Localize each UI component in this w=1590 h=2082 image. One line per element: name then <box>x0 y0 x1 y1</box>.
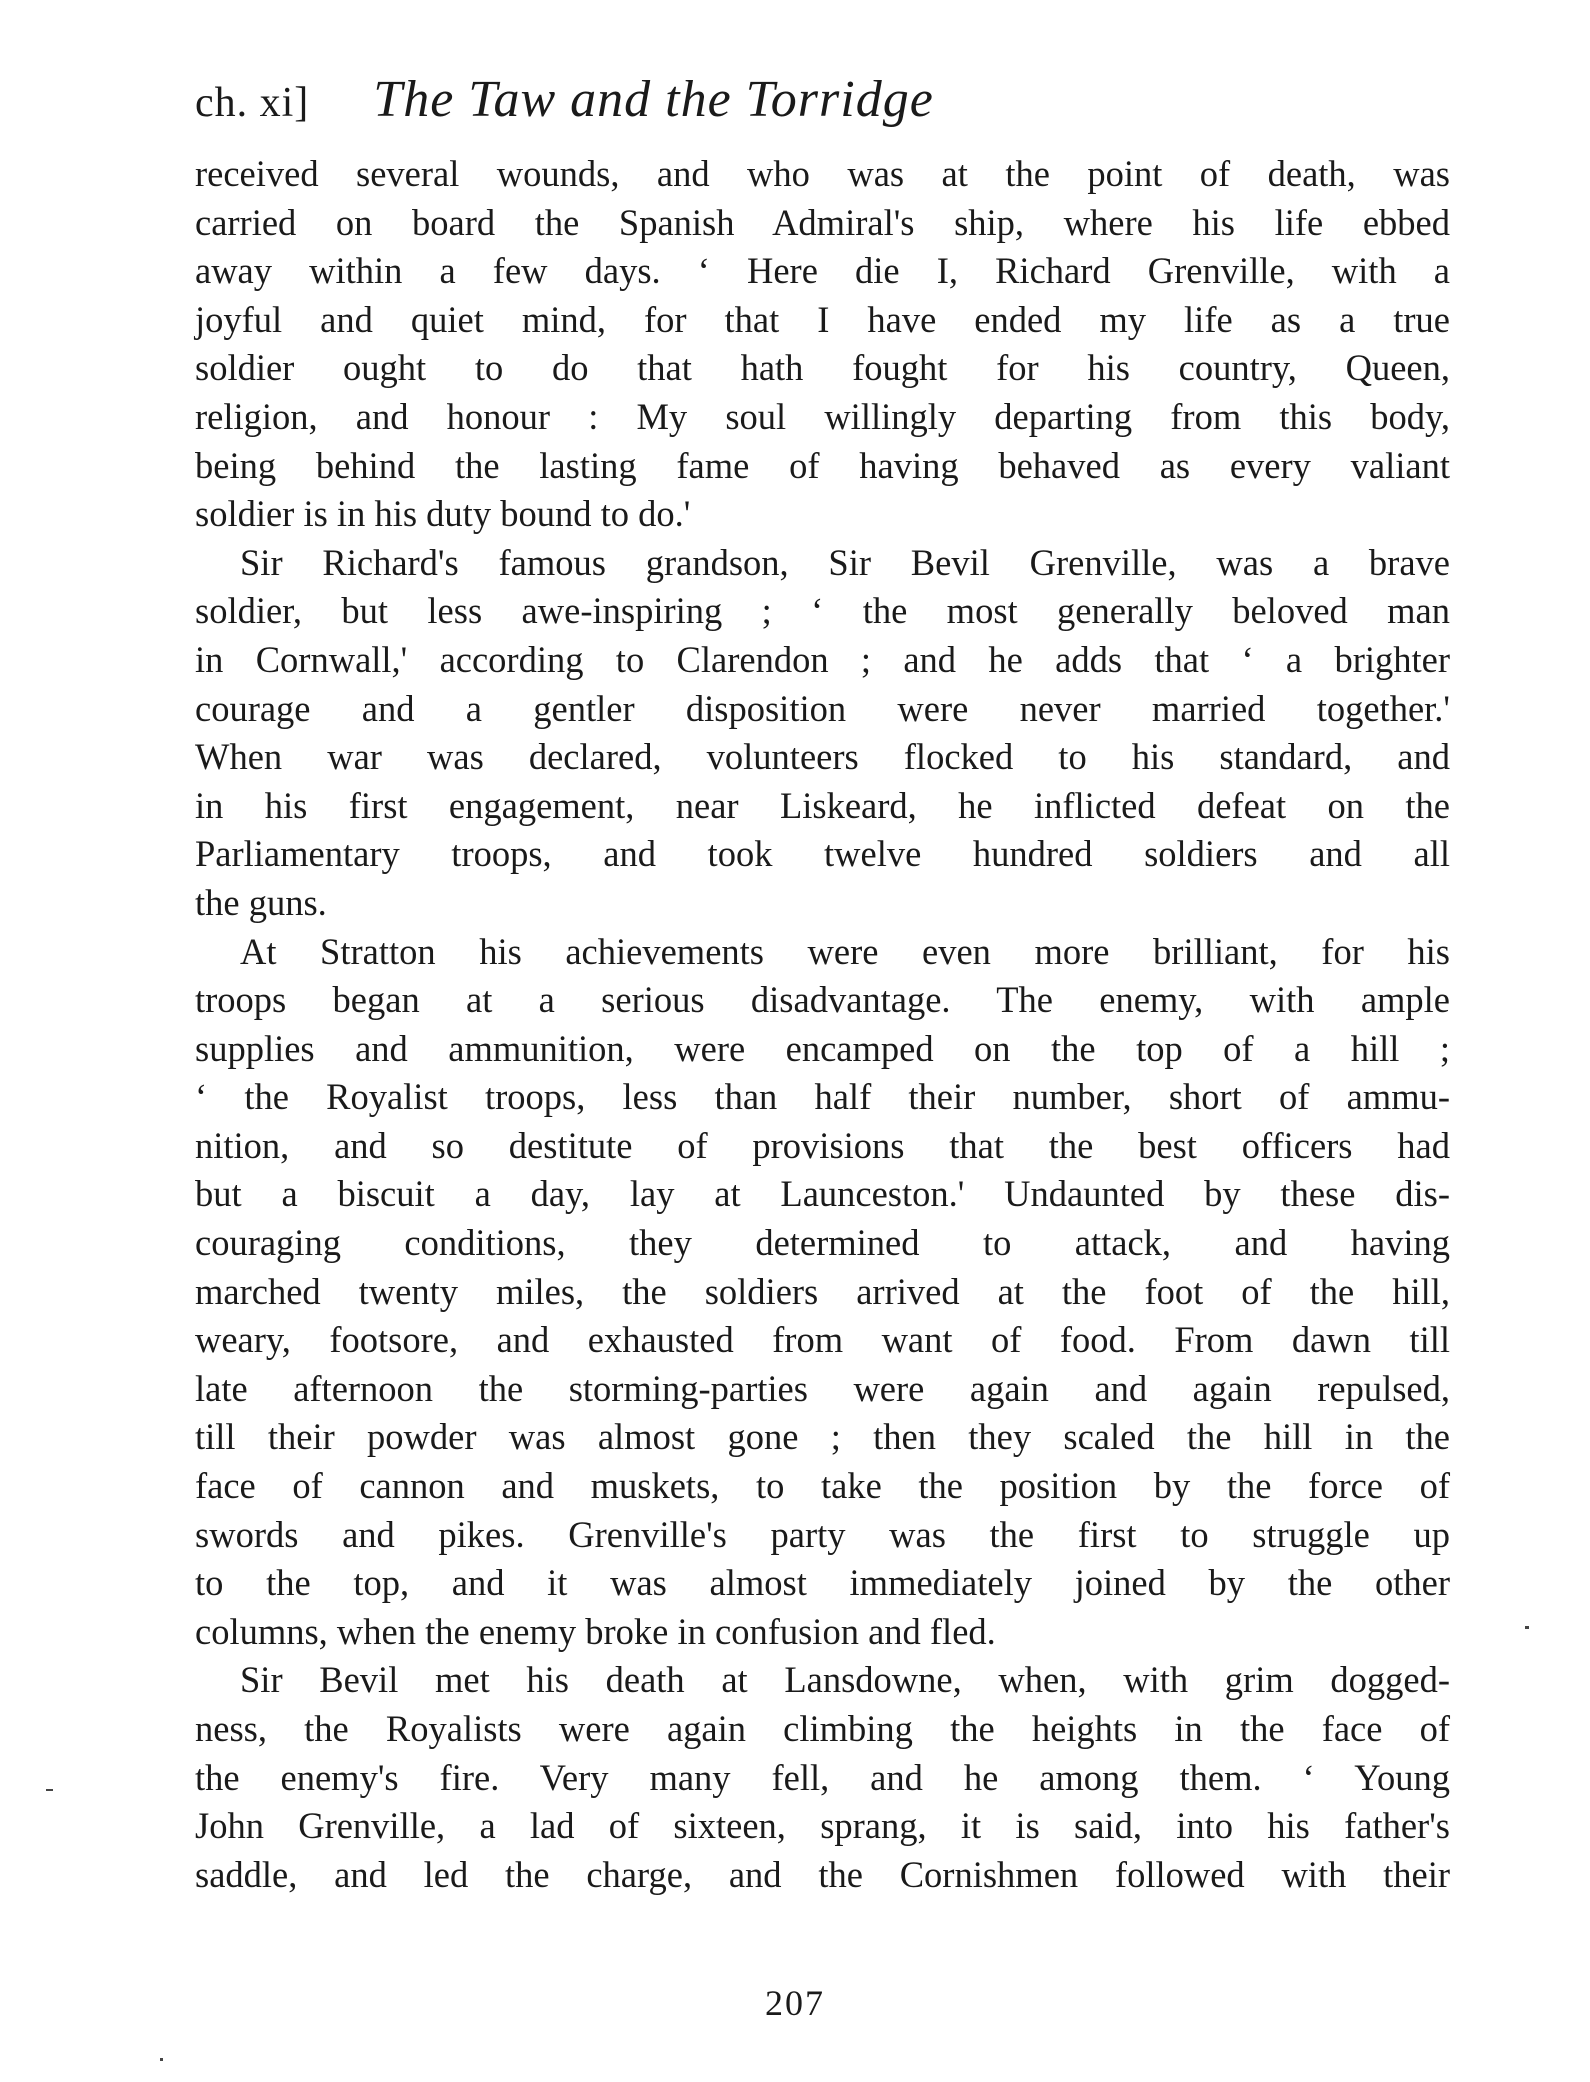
text-line: in Cornwall,' according to Clarendon ; and he adds that ‘ a brighter <box>195 638 1450 680</box>
text-line: late afternoon the storming-parties were again and again repulsed, <box>195 1367 1450 1409</box>
text-line: columns, when the enemy broke in confusion and fled. <box>195 1610 996 1652</box>
text-line: supplies and ammunition, were encamped on the top of a hill ; <box>195 1027 1450 1069</box>
text-line: being behind the lasting fame of having behaved as every valiant <box>195 444 1450 486</box>
text-line: ness, the Royalists were again climbing the heights in the face of <box>195 1708 1450 1749</box>
text-line: joyful and quiet mind, for that I have ended my life as a true <box>195 298 1450 340</box>
text-line: marched twenty miles, the soldiers arrived at the foot of the hill, <box>195 1270 1450 1312</box>
scan-speck <box>160 2058 163 2061</box>
running-head <box>195 70 1455 150</box>
text-line: troops began at a serious disadvantage. The enemy, with ample <box>195 979 1450 1021</box>
text-line: soldier is in his duty bound to do.' <box>195 493 691 535</box>
text-line: but a biscuit a day, lay at Launceston.' Undaunted by these dis- <box>195 1173 1450 1215</box>
scan-speck <box>46 1789 53 1791</box>
text-line: At Stratton his achievements were even more brilliant, for his <box>240 930 1450 972</box>
text-line: in his first engagement, near Liskeard, he inflicted defeat on the <box>195 784 1450 826</box>
text-line: face of cannon and muskets, to take the position by the force of <box>195 1465 1450 1507</box>
text-line: Parliamentary troops, and took twelve hundred soldiers and all <box>195 833 1450 875</box>
text-line: When war was declared, volunteers flocked to his standard, and <box>195 736 1450 778</box>
text-line: Sir Bevil met his death at Lansdowne, when, with grim dogged- <box>240 1659 1450 1701</box>
text-line: weary, footsore, and exhausted from want of food. From dawn till <box>195 1319 1450 1361</box>
text-line: till their powder was almost gone ; then they scaled the hill in the <box>195 1416 1450 1458</box>
text-line: ‘ the Royalist troops, less than half their number, short of ammu- <box>195 1076 1450 1118</box>
text-line: couraging conditions, they determined to attack, and having <box>195 1222 1450 1264</box>
page-number: 207 <box>765 1983 825 2023</box>
text-line: Sir Richard's famous grandson, Sir Bevil Grenville, was a brave <box>240 541 1450 583</box>
scan-speck <box>1525 1626 1529 1629</box>
text-line: received several wounds, and who was at the point of death, was <box>195 153 1450 194</box>
text-line: away within a few days. ‘ Here die I, Richard Grenville, with a <box>195 250 1450 292</box>
text-line: the enemy's fire. Very many fell, and he among them. ‘ Young <box>195 1756 1450 1798</box>
chapter-reference: ch. xi] <box>195 80 310 126</box>
text-line: to the top, and it was almost immediately joined by the other <box>195 1562 1450 1604</box>
text-line: soldier ought to do that hath fought for his country, Queen, <box>195 347 1450 389</box>
text-line: carried on board the Spanish Admiral's ship, where his life ebbed <box>195 201 1450 243</box>
text-line: John Grenville, a lad of sixteen, sprang, it is said, into his father's <box>195 1805 1450 1847</box>
text-line: soldier, but less awe-inspiring ; ‘ the most generally beloved man <box>195 590 1450 632</box>
body-text <box>195 150 1450 1899</box>
text-line: courage and a gentler disposition were never married together.' <box>195 687 1450 729</box>
book-title: The Taw and the Torridge <box>373 71 934 128</box>
text-line: religion, and honour : My soul willingly departing from this body, <box>195 395 1450 437</box>
text-line: nition, and so destitute of provisions that the best officers had <box>195 1124 1450 1166</box>
text-line: saddle, and led the charge, and the Cornishmen followed with their <box>195 1853 1450 1895</box>
text-line: swords and pikes. Grenville's party was the first to struggle up <box>195 1513 1450 1555</box>
text-line: the guns. <box>195 881 327 923</box>
